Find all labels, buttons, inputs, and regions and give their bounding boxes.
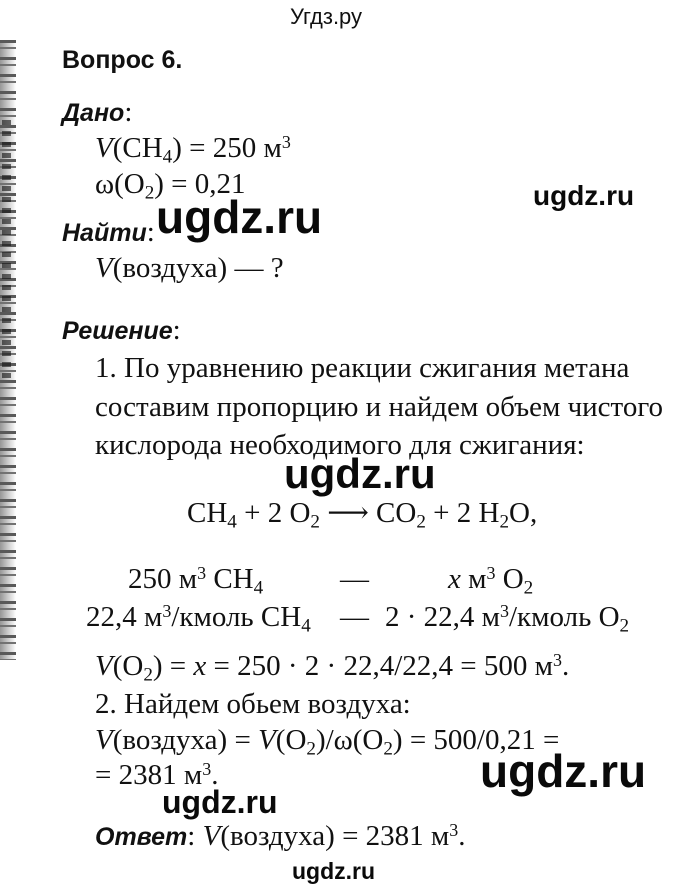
oxygen-volume-calc: $V(O_2) = x = 250 \cdot 2 \cdot 22,4/22,4 = 500$ $м^3$.: [95, 650, 570, 686]
find-label: Найти: [62, 219, 147, 247]
watermark: ugdz.ru: [162, 784, 278, 820]
proportion-row1-dash: —: [340, 563, 369, 595]
proportion-row1-left: 250 $м^3$ $CH_4$: [128, 563, 264, 599]
air-volume-result: = 2381 $м^3$.: [95, 759, 219, 791]
proportion-row2-left: 22,4 $м^3$/кмоль $CH_4$: [86, 601, 311, 637]
watermark: ugdz.ru: [156, 191, 323, 243]
watermark: ugdz.ru: [480, 745, 647, 797]
scan-edge-artifact-inner: [2, 120, 11, 380]
step2-text: 2. Найдем обьем воздуха:: [95, 688, 411, 720]
given-methane-volume: $V(CH_4) = 250$ $м^3$: [95, 132, 291, 168]
question-title: Вопрос 6.: [62, 46, 183, 74]
answer-line: Ответ: V(воздуха) = 2381 $м^3$.: [95, 820, 466, 852]
watermark: ugdz.ru: [533, 180, 635, 211]
find-air-volume: V(воздуха) — ?: [95, 252, 284, 284]
site-header: Угдз.ру: [290, 4, 363, 29]
proportion-row1-right: x $м^3$ $O_2$: [448, 563, 534, 599]
proportion-row2-right: 2 · 22,4 $м^3$/кмоль $O_2$: [385, 601, 630, 637]
given-heading: Дано:: [62, 96, 133, 128]
step1-line-1: 1. По уравнению реакции сжигания метана: [95, 352, 630, 384]
find-heading: Найти:: [62, 216, 155, 248]
proportion-row2-dash: —: [340, 601, 369, 633]
solution-label: Решение: [62, 317, 173, 345]
air-volume-calc: V(воздуха) = $V(O_2)/\omega(O_2) = 500/0,21$ =: [95, 724, 560, 760]
answer-label: Ответ: [95, 823, 188, 851]
watermark: ugdz.ru: [284, 450, 436, 497]
step1-line-2: составим пропорцию и найдем объем чистого: [95, 391, 664, 423]
watermark: ugdz.ru: [292, 858, 376, 884]
given-oxygen-fraction: $\omega(O_2) = 0,21$: [95, 168, 246, 204]
step1-line-3: кислорода необходимого для сжигания:: [95, 429, 585, 461]
given-label: Дано: [62, 99, 125, 127]
solution-heading: Решение:: [62, 314, 181, 346]
reaction-equation: $CH_4 + 2$ $O_2$ ⟶ $CO_2 + 2$ $H_2O$,: [187, 497, 538, 533]
